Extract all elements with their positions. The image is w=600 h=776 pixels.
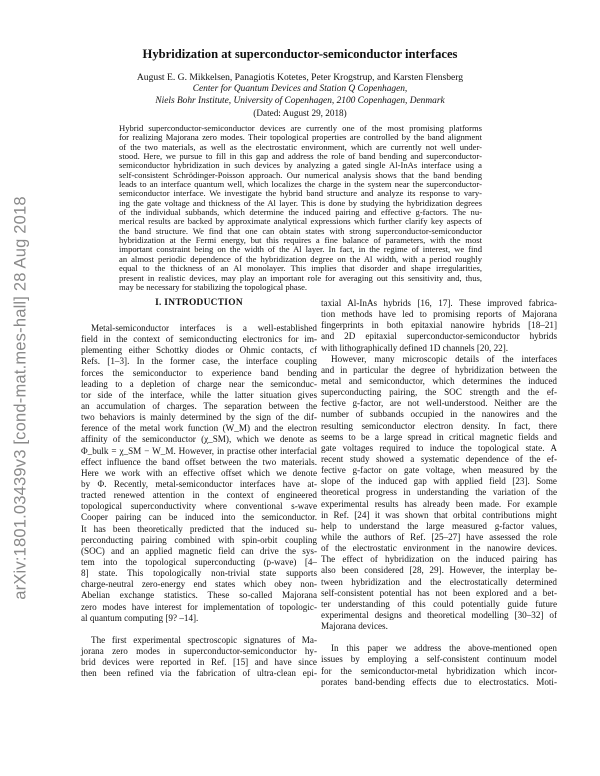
- body-line: also been considered [28, 29]. However, the interplay be-: [321, 565, 557, 576]
- abstract-line: merical results are backed by approximate analytical expressions which further clarify key aspects of: [119, 216, 482, 227]
- body-line: of the electrostatic environment in the nanowire devices.: [321, 543, 557, 554]
- left-column: [81, 323, 317, 679]
- body-line: with lithographically defined 1D channels [20, 22].: [321, 342, 509, 353]
- abstract-line: important constraint being on the width of the Al layer. In fact, in the regime of interest, we find: [119, 244, 482, 255]
- abstract: [119, 124, 482, 292]
- abstract-line: semiconductor hybridization in such devices by analyzing a gated single Al-InAs interface using a: [119, 160, 482, 171]
- body-line: tracted renewed attention in the context of engineered: [81, 490, 317, 501]
- body-line: ter understanding of this could potentially guide future: [321, 598, 557, 609]
- body-line: The first experimental spectroscopic signatures of Ma-: [91, 634, 317, 645]
- body-line: fective g-factor, are not well-understood. Neither are the: [321, 398, 557, 409]
- abstract-line: of the two materials, as well as the electrostatic environment, which are currently not well under-: [119, 141, 482, 152]
- body-line: ference of the metal work function (W_M) and the electron: [81, 423, 317, 434]
- section-heading: I. INTRODUCTION: [155, 298, 243, 308]
- body-line: porates band-bending effects due to electrostatics. Moti-: [321, 676, 557, 687]
- body-line: experimental designs and theoretical modelling [30–32] of: [321, 609, 557, 620]
- body-line: an accumulation of charges. The separation between the: [81, 400, 317, 411]
- right-column: [321, 298, 557, 688]
- body-line: gate voltages required to induce the topological state. A: [321, 442, 557, 453]
- body-line: (SOC) and an applied magnetic field can drive the sys-: [81, 545, 317, 556]
- body-line: taxial Al-InAs hybrids [16, 17]. These improved fabrica-: [321, 298, 557, 308]
- body-line: al quantum computing [9? –14].: [81, 612, 199, 623]
- arxiv-stamp: [10, 178, 32, 618]
- body-line: superconducting pairing, the SOC strength and the ef-: [321, 387, 557, 398]
- body-line: tween hybridization and the electrostatically determined: [321, 576, 557, 587]
- body-line: for the semiconductor-metal hybridization which incor-: [321, 665, 557, 676]
- body-line: topological superconductivity where conventional s-wave: [81, 501, 317, 512]
- body-line: metal and semiconductor, which determines the induced: [321, 375, 557, 386]
- arxiv-stamp-text: arXiv:1801.03439v3 [cond-mat.mes-hall] 28 Aug 2018: [11, 196, 30, 600]
- body-line: fective g-factor on gate voltage, when measured by the: [321, 465, 557, 476]
- body-line: recent study showed a systematic dependence of the ef-: [321, 453, 557, 464]
- body-line: brid devices were reported in Ref. [15] and have since: [81, 657, 317, 668]
- body-line: tion methods have led to promising reports of Majorana: [321, 309, 557, 320]
- body-line: Φ_bulk = χ_SM − W_M. However, in practise other interfacial: [81, 445, 317, 456]
- abstract-line: self-consistent Schrödinger-Poisson approach. Our numerical analysis shows that the band bending: [119, 169, 482, 180]
- body-line: two behaviors is mainly determined by the sign of the dif-: [81, 412, 317, 423]
- body-line: tem into the topological superconducting (p-wave) [4–: [81, 556, 317, 567]
- body-line: number of subbands occupied in the nanowires and the: [321, 409, 557, 420]
- abstract-line: ing the gate voltage and thickness of the Al layer. This is done by studying the hybridization degrees: [119, 197, 482, 208]
- body-line: and in particular the degree of hybridization between the: [321, 364, 557, 375]
- body-line: experimental results has already been made. For example: [321, 498, 557, 509]
- author-list: August E. G. Mikkelsen, Panagiotis Kotetes, Peter Krogstrup, and Karsten Flensberg: [136, 72, 464, 83]
- abstract-line: leads to an interface quantum well, which localizes the charge in the system near the superconductor-: [119, 179, 482, 190]
- body-line: slope of the induced gap with applied field [23]. Some: [321, 476, 557, 487]
- body-line: leading to a depletion of charge near the semiconduc-: [81, 378, 317, 389]
- body-line: fingerprints in both epitaxial nanowire hybrids [18–21]: [321, 320, 557, 331]
- body-line: perconducting pairing combined with spin-orbit coupling: [81, 534, 317, 545]
- body-line: Refs. [1–3]. In the former case, the interface coupling: [81, 356, 317, 367]
- body-line: The effect of hybridization on the induced pairing has: [321, 554, 557, 565]
- body-line: help to understand the large measured g-factor values,: [321, 520, 557, 531]
- body-line: jorana zero modes in superconductor-semiconductor hy-: [81, 645, 317, 656]
- body-line: zero modes have interest for implementation of topologic-: [81, 601, 317, 612]
- abstract-line: may be necessary for stabilizing the topological phase.: [119, 281, 308, 292]
- body-line: and 2D epitaxial superconductor-semiconductor hybrids: [321, 331, 557, 342]
- abstract-line: stood. Here, we pursue to fill in this gap and address the role of band bending and superconductor-: [119, 151, 482, 162]
- body-line: theoretical progress in understanding the variation of the: [321, 487, 557, 498]
- abstract-line: present in realistic devices, may play an important role for averaging out this sensitivity and, thus,: [119, 272, 482, 283]
- affiliation-line-2: Niels Bohr Institute, University of Copenhagen, 2100 Copenhagen, Denmark: [155, 96, 445, 106]
- body-line: plementing either Schottky diodes or Ohmic contacts, cf: [81, 345, 317, 356]
- body-line: self-consistent potential has not been explored and a bet-: [321, 587, 557, 598]
- body-line: forces the semiconductor to experience band bending: [81, 367, 317, 378]
- body-line: seems to be a large spread in critical magnetic fields and: [321, 431, 557, 442]
- body-line: issues by employing a self-consistent continuum model: [321, 654, 557, 665]
- body-line: in Ref. [24] it was shown that orbital contributions might: [321, 509, 557, 520]
- body-line: by Φ. Recently, metal-semiconductor interfaces have at-: [81, 478, 317, 489]
- body-line: Metal-semiconductor interfaces is a well-established: [91, 323, 317, 333]
- body-line: In this paper we address the above-mentioned open: [331, 643, 557, 654]
- body-line: tor side of the interface, while the latter situation gives: [81, 389, 317, 400]
- abstract-line: an almost periodic dependence of the hybridization degree on the Al width, with a period roughly: [119, 253, 482, 264]
- body-line: while the authors of Ref. [25–27] have assessed the role: [321, 531, 557, 542]
- body-line: Abelian exchange statistics. These so-called Majorana: [81, 590, 317, 601]
- paper-title: Hybridization at superconductor-semiconductor interfaces: [142, 47, 458, 61]
- body-line: affinity of the semiconductor (χ_SM), which we denote as: [81, 434, 317, 445]
- abstract-line: the band structure. We find that one can obtain states with strong superconductor-semiconductor: [119, 225, 482, 236]
- affiliation-line-1: Center for Quantum Devices and Station Q Copenhagen,: [192, 84, 408, 94]
- body-line: charge-neutral zero-energy end states which obey non-: [81, 579, 317, 590]
- body-line: Here we work with an effective offset which we denote: [81, 467, 317, 478]
- abstract-line: for realizing Majorana zero modes. Their topological properties are controlled by the band alignment: [119, 132, 482, 143]
- body-line: Majorana devices.: [321, 621, 388, 632]
- abstract-line: hybridization at the Fermi energy, but this requires a fine balance of parameters, with the most: [119, 235, 482, 246]
- body-line: field in the context of semiconducting electronics for im-: [81, 334, 317, 345]
- body-line: It has been theoretically predicted that the induced su-: [81, 523, 317, 534]
- body-line: Cooper pairing can be induced into the semiconductor.: [81, 512, 317, 523]
- dated-line: (Dated: August 29, 2018): [253, 108, 347, 118]
- abstract-line: of the individual subbands, which determine the induced pairing and effective g-factors. The nu-: [119, 207, 482, 218]
- abstract-line: equal to the thickness of an Al monolayer. This implies that disorder and shape irregularities,: [119, 263, 482, 274]
- body-line: However, many microscopic details of the interfaces: [331, 353, 557, 364]
- abstract-line: semiconductor interface. We investigate the hybrid band structure and analyze its response to vary-: [119, 188, 482, 199]
- body-line: 8] state. This topologically non-trivial state supports: [81, 568, 317, 579]
- body-line: effect influence the band offset between the two materials.: [81, 456, 317, 467]
- body-line: resulting semiconductor electron density. In fact, there: [321, 420, 557, 431]
- body-line: then been refined via the fabrication of ultra-clean epi-: [81, 668, 317, 679]
- abstract-line: Hybrid superconductor-semiconductor devices are currently one of the most promising platforms: [119, 123, 482, 133]
